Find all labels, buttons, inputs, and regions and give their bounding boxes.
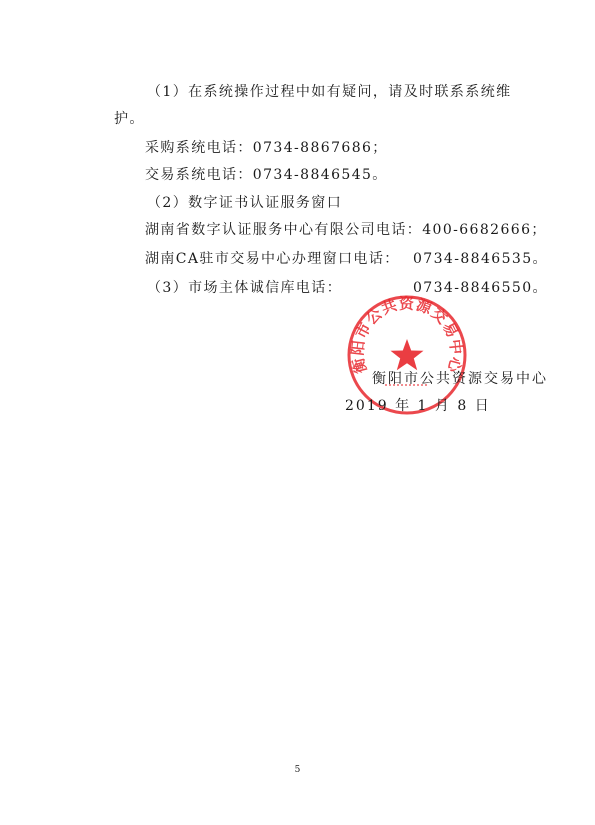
ca-window-phone: 0734-8846535。	[413, 251, 548, 267]
hunan-ca-center-phone-line: 湖南省数字认证服务中心有限公司电话：400-6682666；	[145, 222, 547, 238]
page-number: 5	[294, 765, 301, 775]
credit-db-phone: 0734-8846550。	[413, 280, 548, 296]
ca-window-label: 湖南CA驻市交易中心办理窗口电话：	[145, 251, 400, 267]
signature-organization: 衡阳市公共资源交易中心	[372, 371, 548, 387]
trading-phone-line: 交易系统电话：0734-8846545。	[145, 167, 388, 183]
item-3-label: （3）市场主体诚信库电话：	[147, 280, 343, 296]
seal-text: 衡阳市公共资源交易中心	[348, 294, 466, 376]
item-1-line-1: （1）在系统操作过程中如有疑问，请及时联系系统维	[147, 84, 512, 100]
item-1-line-2: 护。	[114, 111, 145, 127]
item-2-heading: （2）数字证书认证服务窗口	[147, 195, 343, 211]
signature-date: 2019 年 1 月 8 日	[345, 398, 491, 414]
star-icon	[391, 339, 424, 370]
procurement-phone-line: 采购系统电话：0734-8867686；	[145, 140, 388, 156]
